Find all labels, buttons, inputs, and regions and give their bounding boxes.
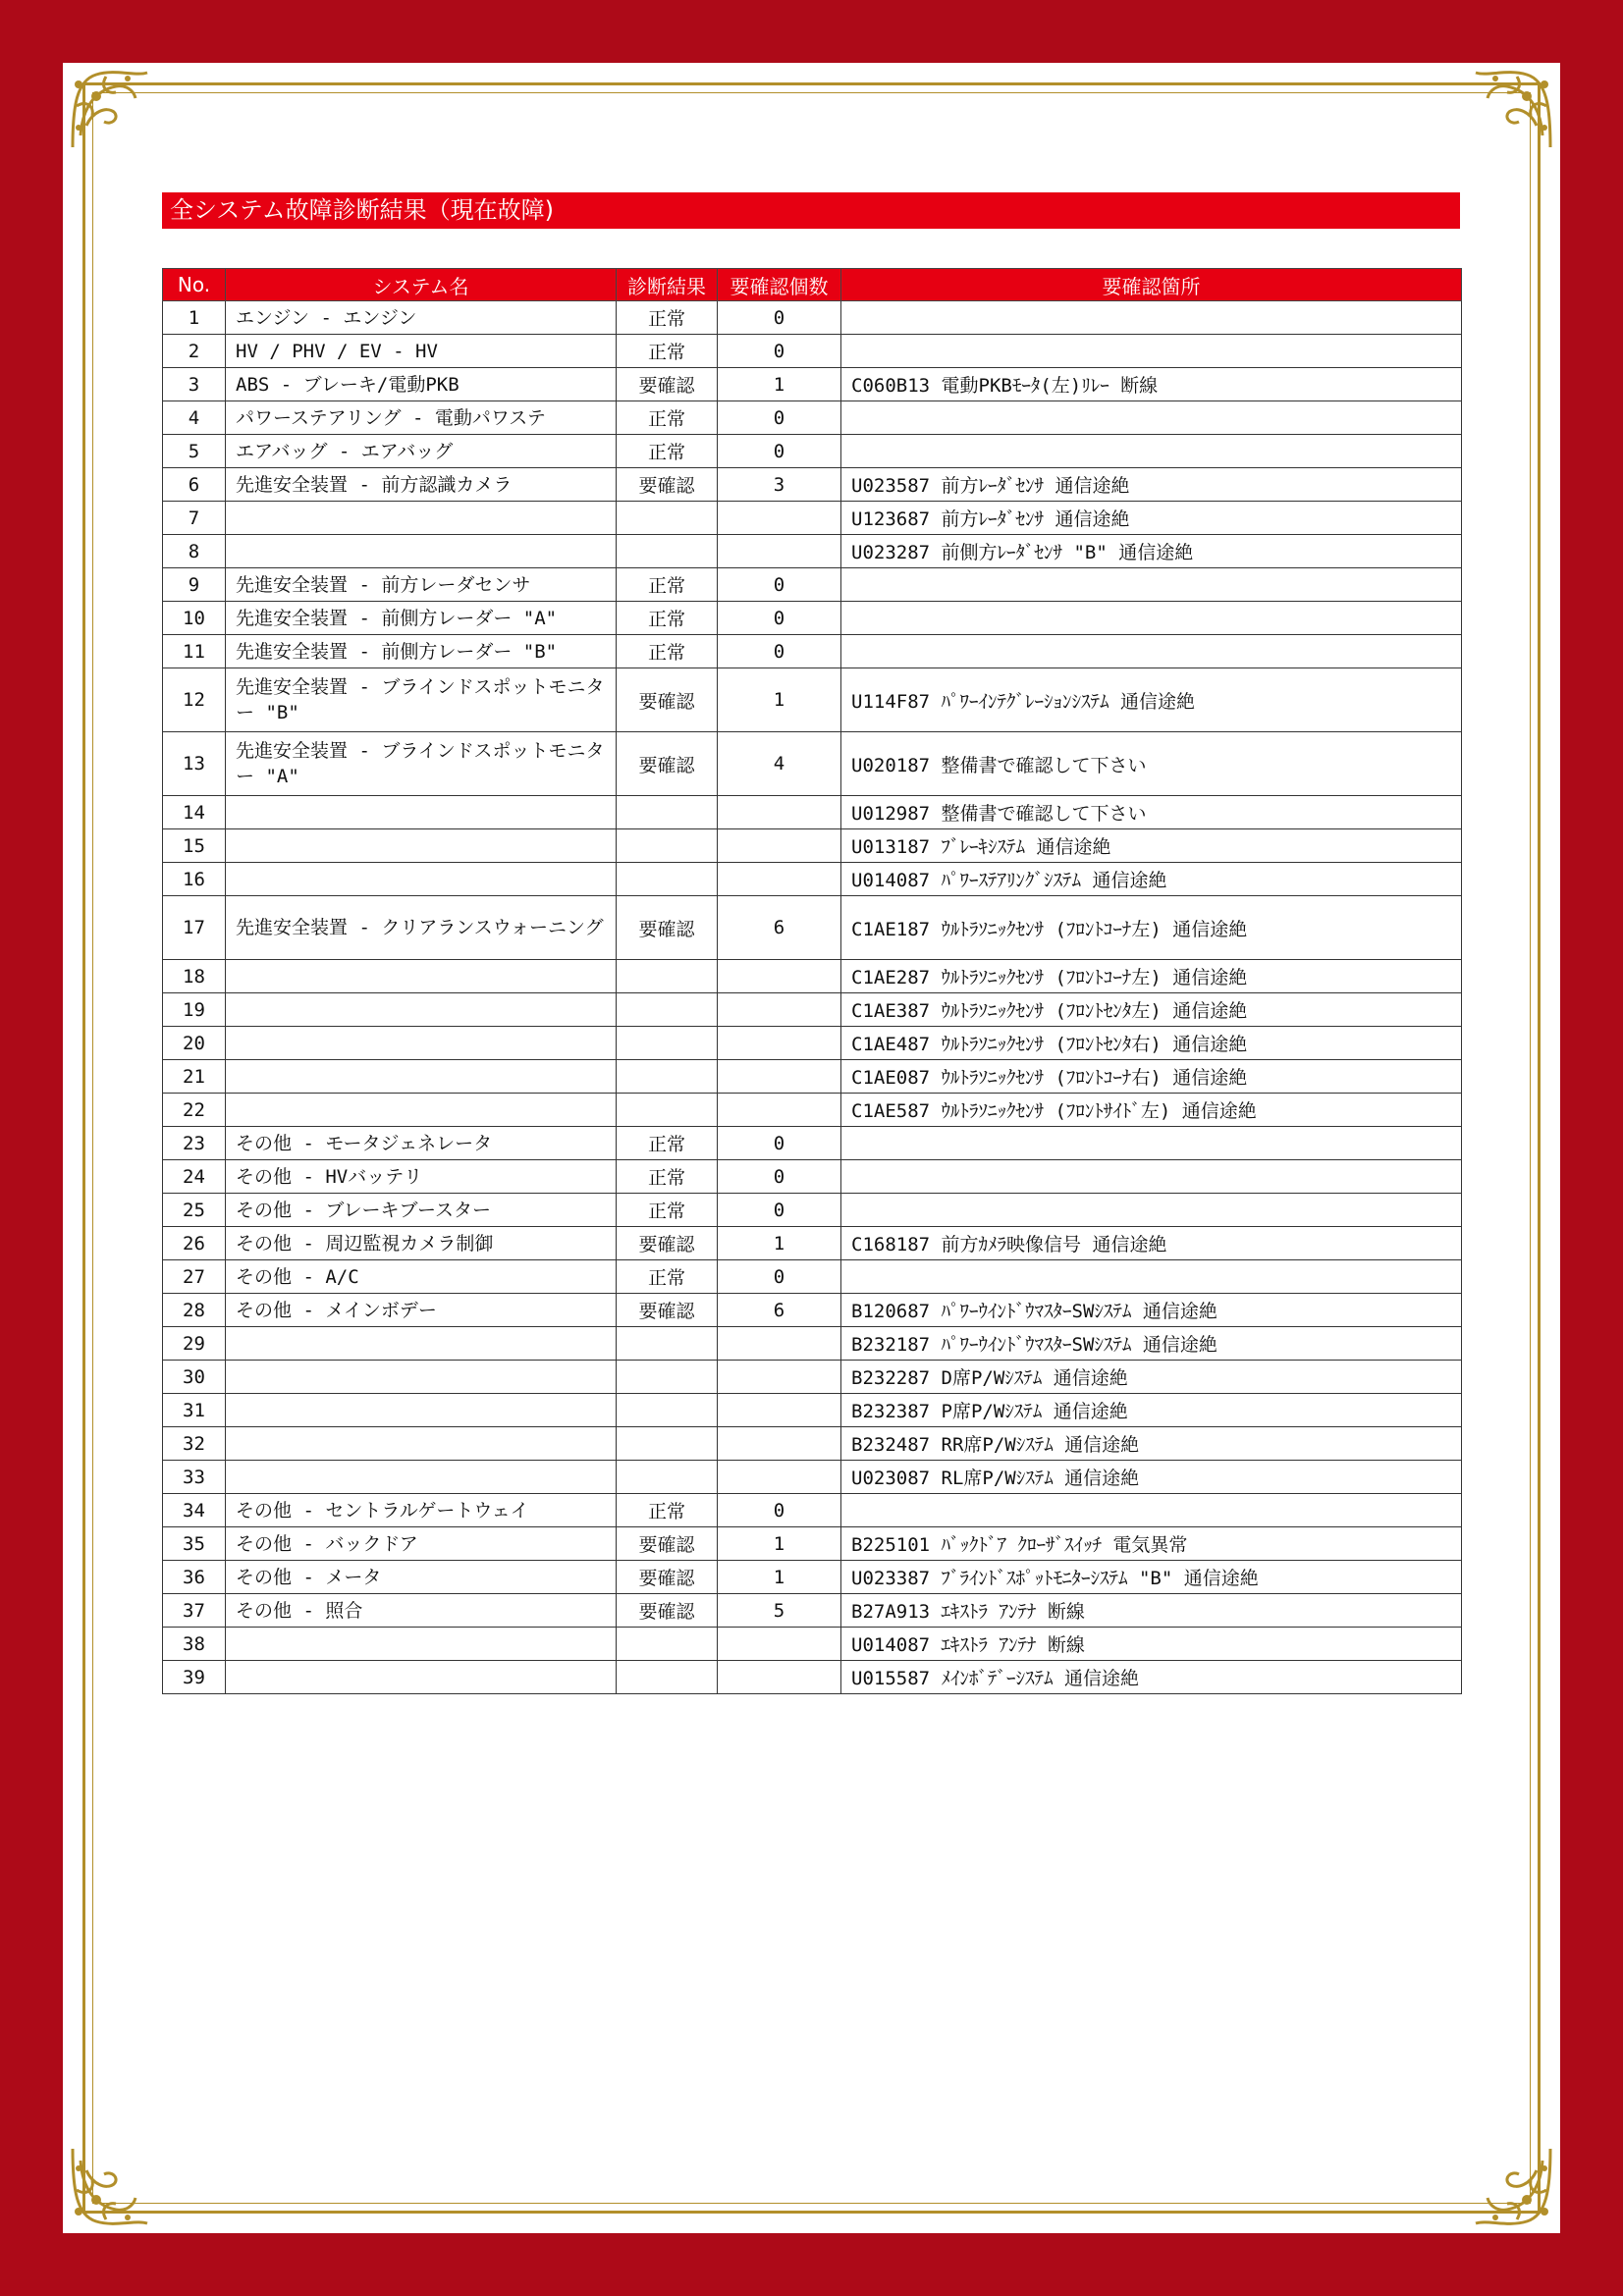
cell-check-location: B120687 ﾊﾟﾜｰｳｲﾝﾄﾞｳﾏｽﾀｰSWｼｽﾃﾑ 通信途絶 (841, 1294, 1462, 1327)
cell-system-name: 先進安全装置 - 前側方レーダー "A" (226, 602, 617, 635)
cell-check-location (841, 1260, 1462, 1294)
cell-check-location (841, 568, 1462, 602)
cell-check-count: 0 (718, 301, 841, 335)
cell-check-count: 5 (718, 1594, 841, 1628)
cell-diagnosis-result (617, 960, 718, 993)
cell-check-count (718, 1361, 841, 1394)
table-row (163, 1194, 1462, 1227)
table-row (163, 335, 1462, 368)
cell-no: 3 (163, 368, 226, 401)
cell-diagnosis-result (617, 1027, 718, 1060)
cell-no: 10 (163, 602, 226, 635)
cell-diagnosis-result: 要確認 (617, 1294, 718, 1327)
table-row (163, 1060, 1462, 1094)
cell-check-location: U014087 ｴｷｽﾄﾗ ｱﾝﾃﾅ 断線 (841, 1628, 1462, 1661)
cell-system-name: その他 - ブレーキブースター (226, 1194, 617, 1227)
cell-check-count (718, 1094, 841, 1127)
cell-diagnosis-result: 要確認 (617, 1594, 718, 1628)
cell-no: 11 (163, 635, 226, 668)
cell-check-count (718, 960, 841, 993)
cell-system-name (226, 1094, 617, 1127)
cell-diagnosis-result (617, 1427, 718, 1461)
table-row (163, 468, 1462, 502)
cell-system-name: ABS - ブレーキ/電動PKB (226, 368, 617, 401)
cell-check-location: U123687 前方ﾚｰﾀﾞｾﾝｻ 通信途絶 (841, 502, 1462, 535)
table-row (163, 368, 1462, 401)
cell-diagnosis-result: 正常 (617, 335, 718, 368)
cell-diagnosis-result (617, 1060, 718, 1094)
table-body (163, 301, 1462, 1694)
cell-diagnosis-result (617, 829, 718, 863)
cell-system-name: 先進安全装置 - ブラインドスポットモニター "A" (226, 732, 617, 796)
gold-corner-ornament-icon (67, 67, 153, 153)
cell-diagnosis-result (617, 1628, 718, 1661)
cell-check-location (841, 335, 1462, 368)
table-row (163, 1394, 1462, 1427)
cell-no: 34 (163, 1494, 226, 1527)
cell-check-location (841, 301, 1462, 335)
gold-corner-ornament-icon (1470, 2143, 1556, 2229)
cell-system-name (226, 796, 617, 829)
cell-no: 4 (163, 401, 226, 435)
cell-diagnosis-result: 正常 (617, 1494, 718, 1527)
cell-check-count (718, 1427, 841, 1461)
cell-no: 25 (163, 1194, 226, 1227)
cell-check-count: 0 (718, 401, 841, 435)
cell-system-name: その他 - 周辺監視カメラ制御 (226, 1227, 617, 1260)
column-header-no: No. (163, 269, 226, 301)
table-row (163, 829, 1462, 863)
cell-system-name (226, 1427, 617, 1461)
cell-no: 27 (163, 1260, 226, 1294)
cell-system-name (226, 1628, 617, 1661)
table-row (163, 1661, 1462, 1694)
cell-no: 38 (163, 1628, 226, 1661)
cell-diagnosis-result (617, 993, 718, 1027)
cell-check-count: 1 (718, 1527, 841, 1561)
cell-check-count (718, 993, 841, 1027)
cell-diagnosis-result: 正常 (617, 435, 718, 468)
cell-check-location (841, 1194, 1462, 1227)
cell-check-location: C1AE487 ｳﾙﾄﾗｿﾆｯｸｾﾝｻ (ﾌﾛﾝﾄｾﾝﾀ右) 通信途絶 (841, 1027, 1462, 1060)
cell-diagnosis-result: 正常 (617, 568, 718, 602)
table-row (163, 1594, 1462, 1628)
cell-diagnosis-result: 要確認 (617, 368, 718, 401)
cell-check-location: B232287 D席P/Wｼｽﾃﾑ 通信途絶 (841, 1361, 1462, 1394)
cell-check-location (841, 1127, 1462, 1160)
cell-check-location (841, 435, 1462, 468)
cell-system-name (226, 1327, 617, 1361)
cell-system-name: その他 - A/C (226, 1260, 617, 1294)
cell-diagnosis-result (617, 863, 718, 896)
cell-no: 26 (163, 1227, 226, 1260)
cell-system-name (226, 1027, 617, 1060)
cell-check-location (841, 401, 1462, 435)
cell-system-name: 先進安全装置 - 前方レーダセンサ (226, 568, 617, 602)
cell-check-count: 1 (718, 668, 841, 732)
cell-system-name: エアバッグ - エアバッグ (226, 435, 617, 468)
cell-system-name (226, 1461, 617, 1494)
cell-check-count: 6 (718, 1294, 841, 1327)
cell-diagnosis-result: 正常 (617, 1260, 718, 1294)
table-row (163, 960, 1462, 993)
cell-diagnosis-result (617, 1461, 718, 1494)
cell-diagnosis-result (617, 1327, 718, 1361)
cell-check-location (841, 635, 1462, 668)
cell-no: 14 (163, 796, 226, 829)
cell-system-name: 先進安全装置 - ブラインドスポットモニター "B" (226, 668, 617, 732)
cell-check-location: U015587 ﾒｲﾝﾎﾞﾃﾞｰｼｽﾃﾑ 通信途絶 (841, 1661, 1462, 1694)
table-row (163, 993, 1462, 1027)
cell-no: 6 (163, 468, 226, 502)
cell-no: 5 (163, 435, 226, 468)
cell-diagnosis-result: 正常 (617, 1160, 718, 1194)
table-row (163, 732, 1462, 796)
cell-no: 39 (163, 1661, 226, 1694)
cell-no: 12 (163, 668, 226, 732)
cell-diagnosis-result: 要確認 (617, 1561, 718, 1594)
cell-check-count: 1 (718, 1561, 841, 1594)
cell-diagnosis-result: 要確認 (617, 732, 718, 796)
cell-no: 23 (163, 1127, 226, 1160)
table-row (163, 1027, 1462, 1060)
cell-system-name (226, 502, 617, 535)
cell-check-location (841, 1494, 1462, 1527)
cell-system-name: その他 - モータジェネレータ (226, 1127, 617, 1160)
cell-diagnosis-result: 要確認 (617, 1227, 718, 1260)
cell-diagnosis-result: 要確認 (617, 668, 718, 732)
cell-diagnosis-result (617, 535, 718, 568)
table-row (163, 535, 1462, 568)
cell-diagnosis-result (617, 1394, 718, 1427)
table-row (163, 1628, 1462, 1661)
cell-check-location (841, 602, 1462, 635)
cell-check-location: B27A913 ｴｷｽﾄﾗ ｱﾝﾃﾅ 断線 (841, 1594, 1462, 1628)
table-row (163, 568, 1462, 602)
cell-check-location: C1AE587 ｳﾙﾄﾗｿﾆｯｸｾﾝｻ (ﾌﾛﾝﾄｻｲﾄﾞ左) 通信途絶 (841, 1094, 1462, 1127)
table-row (163, 1561, 1462, 1594)
table-row (163, 668, 1462, 732)
cell-check-location: B232387 P席P/Wｼｽﾃﾑ 通信途絶 (841, 1394, 1462, 1427)
cell-check-count: 0 (718, 435, 841, 468)
table-row (163, 1494, 1462, 1527)
cell-no: 31 (163, 1394, 226, 1427)
cell-check-location: U023587 前方ﾚｰﾀﾞｾﾝｻ 通信途絶 (841, 468, 1462, 502)
cell-diagnosis-result: 要確認 (617, 1527, 718, 1561)
cell-check-count: 3 (718, 468, 841, 502)
cell-check-count: 0 (718, 635, 841, 668)
cell-check-location: U114F87 ﾊﾟﾜｰｲﾝﾃｸﾞﾚｰｼｮﾝｼｽﾃﾑ 通信途絶 (841, 668, 1462, 732)
cell-no: 7 (163, 502, 226, 535)
cell-system-name: HV / PHV / EV - HV (226, 335, 617, 368)
cell-check-location: B232487 RR席P/Wｼｽﾃﾑ 通信途絶 (841, 1427, 1462, 1461)
cell-check-count (718, 1027, 841, 1060)
table-row (163, 1160, 1462, 1194)
cell-no: 19 (163, 993, 226, 1027)
cell-system-name: その他 - メインボデー (226, 1294, 617, 1327)
cell-system-name (226, 1394, 617, 1427)
cell-check-location: C168187 前方ｶﾒﾗ映像信号 通信途絶 (841, 1227, 1462, 1260)
cell-system-name (226, 1060, 617, 1094)
cell-diagnosis-result (617, 1661, 718, 1694)
cell-check-count (718, 863, 841, 896)
cell-system-name (226, 993, 617, 1027)
cell-system-name: 先進安全装置 - クリアランスウォーニング (226, 896, 617, 960)
cell-system-name: その他 - セントラルゲートウェイ (226, 1494, 617, 1527)
cell-no: 8 (163, 535, 226, 568)
cell-system-name (226, 960, 617, 993)
cell-no: 21 (163, 1060, 226, 1094)
cell-check-count: 0 (718, 568, 841, 602)
cell-check-location: C1AE087 ｳﾙﾄﾗｿﾆｯｸｾﾝｻ (ﾌﾛﾝﾄｺｰﾅ右) 通信途絶 (841, 1060, 1462, 1094)
cell-check-location: C1AE187 ｳﾙﾄﾗｿﾆｯｸｾﾝｻ (ﾌﾛﾝﾄｺｰﾅ左) 通信途絶 (841, 896, 1462, 960)
cell-no: 28 (163, 1294, 226, 1327)
cell-system-name: その他 - HVバッテリ (226, 1160, 617, 1194)
cell-check-count: 0 (718, 1494, 841, 1527)
cell-system-name (226, 863, 617, 896)
cell-diagnosis-result: 正常 (617, 1194, 718, 1227)
cell-check-count: 1 (718, 368, 841, 401)
cell-check-location: U023387 ﾌﾞﾗｲﾝﾄﾞｽﾎﾟｯﾄﾓﾆﾀｰｼｽﾃﾑ "B" 通信途絶 (841, 1561, 1462, 1594)
diagnosis-table (162, 268, 1462, 1694)
cell-no: 33 (163, 1461, 226, 1494)
cell-no: 32 (163, 1427, 226, 1461)
table-row (163, 502, 1462, 535)
cell-diagnosis-result: 正常 (617, 301, 718, 335)
cell-check-count (718, 1628, 841, 1661)
table-row (163, 635, 1462, 668)
cell-diagnosis-result: 要確認 (617, 896, 718, 960)
cell-diagnosis-result (617, 796, 718, 829)
cell-no: 29 (163, 1327, 226, 1361)
gold-corner-ornament-icon (67, 2143, 153, 2229)
cell-diagnosis-result: 正常 (617, 1127, 718, 1160)
cell-check-count (718, 1327, 841, 1361)
cell-check-location: C1AE287 ｳﾙﾄﾗｿﾆｯｸｾﾝｻ (ﾌﾛﾝﾄｺｰﾅ左) 通信途絶 (841, 960, 1462, 993)
cell-check-count (718, 829, 841, 863)
cell-no: 30 (163, 1361, 226, 1394)
table-row (163, 1127, 1462, 1160)
cell-no: 18 (163, 960, 226, 993)
table-row (163, 1294, 1462, 1327)
cell-system-name: 先進安全装置 - 前方認識カメラ (226, 468, 617, 502)
cell-check-count: 0 (718, 335, 841, 368)
cell-check-count: 0 (718, 1194, 841, 1227)
cell-no: 16 (163, 863, 226, 896)
cell-diagnosis-result: 正常 (617, 602, 718, 635)
cell-check-count (718, 502, 841, 535)
cell-check-location: U013187 ﾌﾞﾚｰｷｼｽﾃﾑ 通信途絶 (841, 829, 1462, 863)
table-row (163, 1094, 1462, 1127)
cell-diagnosis-result (617, 1361, 718, 1394)
cell-check-count (718, 535, 841, 568)
cell-diagnosis-result (617, 502, 718, 535)
column-header-count: 要確認個数 (718, 269, 841, 301)
cell-no: 37 (163, 1594, 226, 1628)
cell-check-count (718, 1661, 841, 1694)
column-header-location: 要確認箇所 (841, 269, 1462, 301)
cell-no: 2 (163, 335, 226, 368)
table-row (163, 1327, 1462, 1361)
cell-check-count: 0 (718, 1127, 841, 1160)
cell-check-count (718, 1394, 841, 1427)
cell-check-count: 0 (718, 1260, 841, 1294)
cell-check-location: U014087 ﾊﾟﾜｰｽﾃｱﾘﾝｸﾞｼｽﾃﾑ 通信途絶 (841, 863, 1462, 896)
cell-system-name: その他 - メータ (226, 1561, 617, 1594)
cell-check-count (718, 1060, 841, 1094)
cell-check-count: 0 (718, 1160, 841, 1194)
cell-check-location: U012987 整備書で確認して下さい (841, 796, 1462, 829)
cell-check-location: C060B13 電動PKBﾓｰﾀ(左)ﾘﾚｰ 断線 (841, 368, 1462, 401)
cell-diagnosis-result: 正常 (617, 635, 718, 668)
cell-check-location: U020187 整備書で確認して下さい (841, 732, 1462, 796)
cell-check-count (718, 796, 841, 829)
cell-check-count: 6 (718, 896, 841, 960)
cell-no: 22 (163, 1094, 226, 1127)
table-row (163, 1260, 1462, 1294)
cell-system-name: その他 - 照合 (226, 1594, 617, 1628)
cell-system-name: エンジン - エンジン (226, 301, 617, 335)
cell-no: 36 (163, 1561, 226, 1594)
cell-system-name: その他 - バックドア (226, 1527, 617, 1561)
cell-diagnosis-result (617, 1094, 718, 1127)
cell-diagnosis-result: 要確認 (617, 468, 718, 502)
column-header-result: 診断結果 (617, 269, 718, 301)
table-header-row (163, 269, 1462, 301)
cell-check-count (718, 1461, 841, 1494)
cell-check-count: 0 (718, 602, 841, 635)
cell-check-count: 1 (718, 1227, 841, 1260)
table-row (163, 1427, 1462, 1461)
cell-no: 9 (163, 568, 226, 602)
table-row (163, 896, 1462, 960)
cell-check-location: U023287 前側方ﾚｰﾀﾞｾﾝｻ "B" 通信途絶 (841, 535, 1462, 568)
table-row (163, 863, 1462, 896)
cell-check-location: C1AE387 ｳﾙﾄﾗｿﾆｯｸｾﾝｻ (ﾌﾛﾝﾄｾﾝﾀ左) 通信途絶 (841, 993, 1462, 1027)
table-row (163, 602, 1462, 635)
table-row (163, 301, 1462, 335)
column-header-system: システム名 (226, 269, 617, 301)
cell-diagnosis-result: 正常 (617, 401, 718, 435)
cell-check-location: U023087 RL席P/Wｼｽﾃﾑ 通信途絶 (841, 1461, 1462, 1494)
table-row (163, 435, 1462, 468)
table-row (163, 401, 1462, 435)
cell-no: 15 (163, 829, 226, 863)
cell-system-name: 先進安全装置 - 前側方レーダー "B" (226, 635, 617, 668)
page-title: 全システム故障診断結果（現在故障) (162, 192, 1460, 229)
cell-system-name (226, 1361, 617, 1394)
cell-no: 13 (163, 732, 226, 796)
cell-system-name (226, 1661, 617, 1694)
table-row (163, 1527, 1462, 1561)
cell-system-name: パワーステアリング - 電動パワステ (226, 401, 617, 435)
cell-check-location (841, 1160, 1462, 1194)
table-row (163, 1361, 1462, 1394)
cell-no: 17 (163, 896, 226, 960)
cell-no: 1 (163, 301, 226, 335)
cell-check-location: B232187 ﾊﾟﾜｰｳｲﾝﾄﾞｳﾏｽﾀｰSWｼｽﾃﾑ 通信途絶 (841, 1327, 1462, 1361)
cell-no: 24 (163, 1160, 226, 1194)
cell-no: 20 (163, 1027, 226, 1060)
cell-check-count: 4 (718, 732, 841, 796)
cell-no: 35 (163, 1527, 226, 1561)
table-row (163, 1461, 1462, 1494)
table-row (163, 796, 1462, 829)
cell-system-name (226, 535, 617, 568)
cell-system-name (226, 829, 617, 863)
gold-corner-ornament-icon (1470, 67, 1556, 153)
cell-check-location: B225101 ﾊﾞｯｸﾄﾞｱ ｸﾛｰｻﾞｽｲｯﾁ 電気異常 (841, 1527, 1462, 1561)
table-row (163, 1227, 1462, 1260)
